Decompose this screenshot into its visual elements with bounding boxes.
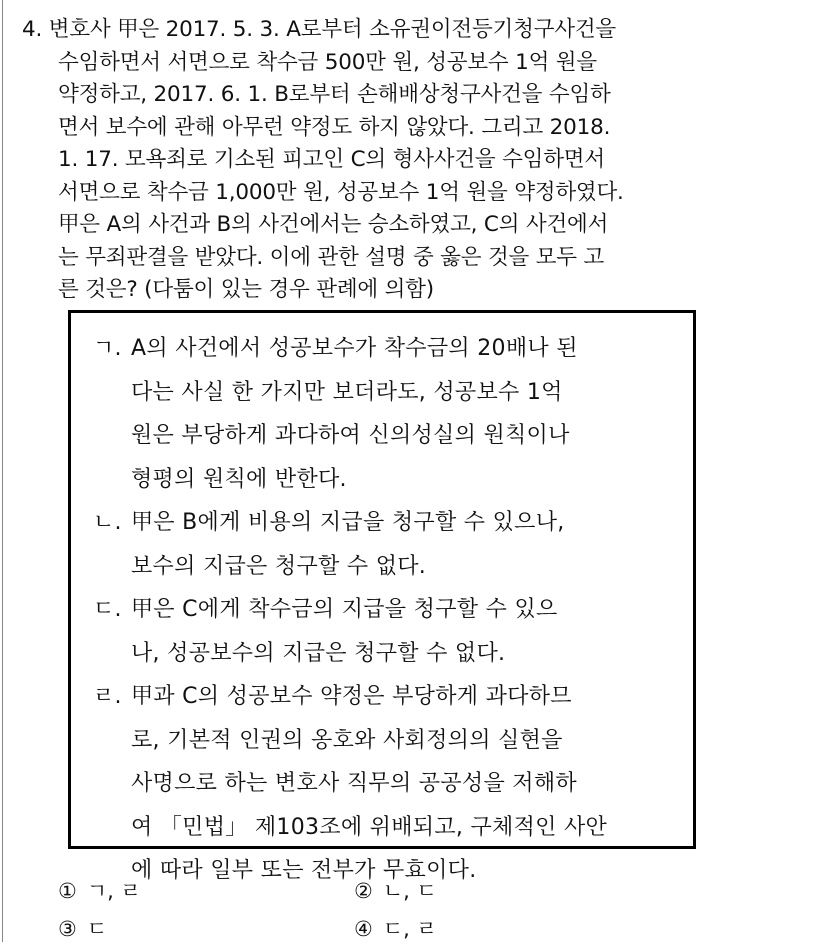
statement-line: 보수의 지급은 청구할 수 없다. (131, 553, 427, 579)
choice-text: ㄱ, ㄹ (86, 879, 141, 903)
statement-line: 나, 성공보수의 지급은 청구할 수 없다. (131, 640, 506, 666)
choice-text: ㄴ, ㄷ (382, 879, 437, 903)
question-line: 른 것은? (다툼이 있는 경우 판례에 의함) (58, 277, 434, 302)
statement-marker: ㄷ. (93, 597, 122, 622)
choice-2[interactable] (354, 872, 650, 910)
question-line: 4. 변호사 甲은 2017. 5. 3. A로부터 소유권이전등기청구사건을 (22, 17, 616, 42)
statement-marker: ㄴ. (93, 510, 122, 535)
choice-number: ① (58, 879, 77, 903)
question-line: 서면으로 착수금 1,000만 원, 성공보수 1억 원을 약정하였다. (58, 179, 624, 205)
statements-list (93, 327, 683, 893)
question-line: 약정하고, 2017. 6. 1. B로부터 손해배상청구사건을 수임하 (58, 82, 611, 107)
statement-line: 사명으로 하는 변호사 직무의 공공성을 저해하 (131, 771, 577, 796)
choice-text: ㄷ, ㄹ (382, 917, 437, 941)
statement-giyeok: ㄱ. A의 사건에서 성공보수가 착수금의 20배나 된 (93, 327, 683, 371)
choice-4[interactable] (354, 910, 650, 948)
statement-marker: ㄹ. (93, 684, 122, 709)
question-line: 는 무죄판결을 받았다. 이에 관한 설명 중 옳은 것을 모두 고 (58, 244, 605, 270)
choice-number: ② (354, 879, 373, 903)
statement-digeut: ㄷ. 甲은 C에게 착수금의 지급을 청구할 수 있으 (93, 588, 683, 632)
question-number: 4. (22, 17, 43, 42)
statement-line: 로, 기본적 인권의 옹호와 사회정의의 실현을 (131, 727, 563, 753)
statement-line: 다는 사실 한 가지만 보더라도, 성공보수 1억 (131, 379, 563, 405)
question-line: 면서 보수에 관해 아무런 약정도 하지 않았다. 그리고 2018. (58, 114, 611, 140)
choice-text: ㄷ (86, 917, 108, 941)
statements-box (68, 310, 696, 883)
statement-marker: ㄱ. (93, 336, 122, 361)
statement-line: 여 「민법」 제103조에 위배되고, 구체적인 사안 (131, 814, 608, 840)
page-left-border (2, 0, 3, 942)
statement-line: 에 따라 일부 또는 전부가 무효이다. (131, 858, 477, 883)
statement-line: 형평의 원칙에 반한다. (131, 466, 347, 492)
statement-line: 원은 부당하게 과다하여 신의성실의 원칙이나 (131, 423, 570, 448)
question-line: 수임하면서 서면으로 착수금 500만 원, 성공보수 1억 원을 (58, 49, 597, 75)
choice-3[interactable] (58, 910, 354, 948)
choice-number: ④ (354, 917, 373, 941)
choice-row (58, 910, 758, 948)
choice-1[interactable] (58, 872, 354, 910)
answer-choices (58, 872, 758, 948)
statement-nieun: ㄴ. 甲은 B에게 비용의 지급을 청구할 수 있으나, (93, 501, 683, 545)
question-line: 甲은 A의 사건과 B의 사건에서는 승소하였고, C의 사건에서 (58, 212, 609, 237)
statement-rieul: ㄹ. 甲과 C의 성공보수 약정은 부당하게 과다하므 (93, 675, 683, 719)
question-line: 1. 17. 모욕죄로 기소된 피고인 C의 형사사건을 수임하면서 (58, 147, 605, 172)
choice-row (58, 872, 758, 910)
choice-number: ③ (58, 917, 77, 941)
question-stem (22, 14, 802, 307)
